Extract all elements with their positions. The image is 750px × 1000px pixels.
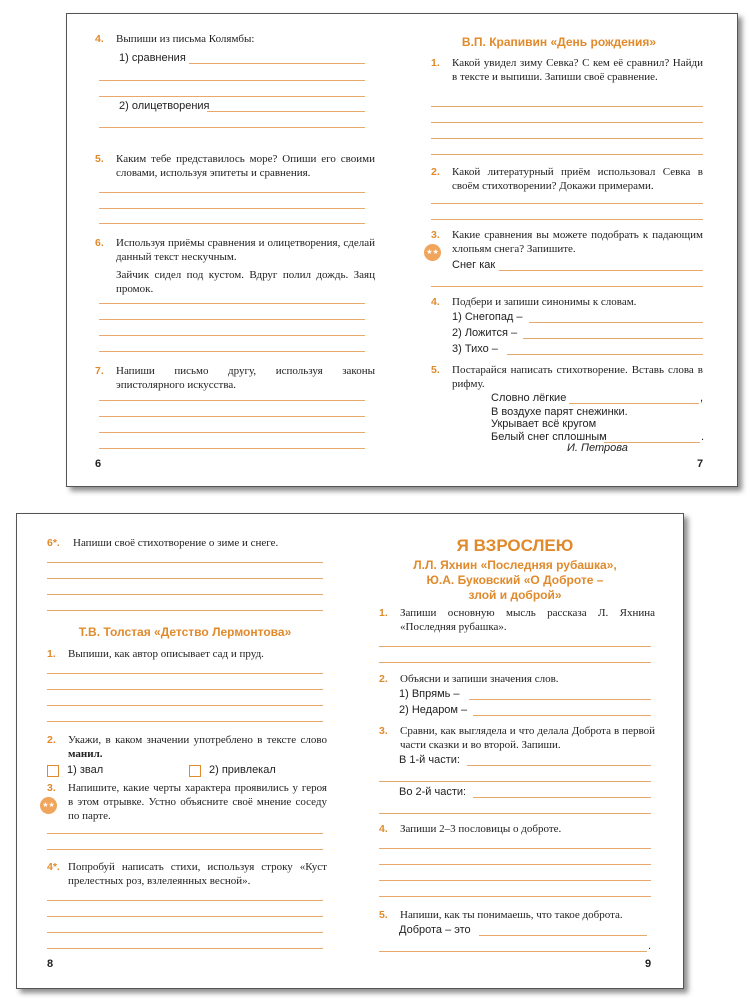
answer-line[interactable]	[431, 154, 703, 155]
task-text: Попробуй написать стихи, используя строку «Куст прелестных роз, взлелеянных весной».	[68, 861, 327, 887]
answer-prompt: Доброта – это	[399, 924, 471, 936]
answer-line[interactable]	[47, 705, 323, 706]
answer-line[interactable]	[431, 106, 703, 107]
task-6-7	[95, 364, 375, 392]
answer-line[interactable]	[99, 80, 365, 81]
answer-line[interactable]	[99, 192, 365, 193]
answer-line[interactable]	[99, 96, 365, 97]
task-7-4	[431, 295, 703, 309]
task-8-3	[47, 781, 327, 823]
word-label: 2) Ложится –	[452, 327, 518, 339]
answer-line[interactable]	[47, 900, 323, 901]
answer-line[interactable]	[379, 951, 647, 952]
task-8-2	[47, 733, 327, 761]
task-number: 6*.	[47, 537, 60, 549]
task-text: Запиши 2–3 пословицы о доброте.	[400, 823, 562, 835]
page-spread-8-9	[16, 513, 684, 989]
answer-line[interactable]	[431, 219, 703, 220]
task-number: 7.	[95, 365, 104, 377]
word-label: 1) Впрямь –	[399, 688, 460, 700]
answer-line[interactable]	[47, 932, 323, 933]
task-text: Какой литературный приём использовал Севка в своём стихотворении? Докажи примерами.	[452, 166, 703, 192]
task-number: 1.	[431, 57, 440, 69]
task-8-6	[47, 536, 327, 550]
page-number: 7	[697, 458, 704, 470]
answer-line[interactable]	[99, 448, 365, 449]
part-label: В 1-й части:	[399, 754, 460, 766]
word-label: 1) Снегопад –	[452, 311, 523, 323]
checkbox-2[interactable]	[189, 765, 201, 777]
checkbox-label: 1) звал	[67, 764, 104, 776]
task-number: 3.	[379, 725, 388, 737]
answer-line[interactable]	[379, 781, 651, 782]
task-number: 2.	[379, 673, 388, 685]
answer-line[interactable]	[47, 721, 323, 722]
answer-line[interactable]	[99, 351, 365, 352]
answer-line[interactable]	[473, 715, 651, 716]
page-number: 6	[95, 458, 102, 470]
task-8-1	[47, 647, 327, 661]
poem-line: Словно лёгкие	[491, 392, 567, 404]
task-number: 4.	[431, 296, 440, 308]
section-title: злой и доброй»	[468, 588, 562, 602]
task-9-5	[379, 908, 655, 922]
difficulty-star-icon: ★★	[40, 797, 57, 814]
answer-line[interactable]	[47, 916, 323, 917]
answer-line[interactable]	[379, 662, 651, 663]
answer-line[interactable]	[479, 935, 647, 936]
answer-line[interactable]	[47, 833, 323, 834]
section-title: Ю.А. Буковский «О Доброте –	[426, 573, 604, 587]
task-6-5	[95, 152, 375, 180]
task-number: 1.	[47, 648, 56, 660]
task-number: 3.	[47, 782, 56, 794]
word-label: 3) Тихо –	[452, 343, 498, 355]
answer-line[interactable]	[379, 646, 651, 647]
page-spread-6-7	[66, 13, 738, 487]
poem-punct: .	[701, 431, 705, 443]
answer-line[interactable]	[99, 432, 365, 433]
option-label: 1) сравнения	[119, 52, 186, 64]
task-text: Используя приёмы сравнения и олицетворения, сделай данный текст нескучным.	[116, 237, 375, 263]
section-title: Т.В. Толстая «Детство Лермонтова»	[78, 625, 292, 639]
poem-line: Укрывает всё кругом	[491, 418, 597, 430]
answer-line[interactable]	[99, 319, 365, 320]
checkbox-1[interactable]	[47, 765, 59, 777]
answer-line[interactable]	[379, 880, 651, 881]
answer-line[interactable]	[569, 403, 699, 404]
task-text: Каким тебе представилось море? Опиши его своими словами, используя эпитеты и сравнения.	[116, 153, 375, 179]
word-label: 2) Недаром –	[399, 704, 468, 716]
task-7-1	[431, 56, 703, 84]
task-keyword: манил.	[68, 748, 103, 760]
answer-line[interactable]	[99, 400, 365, 401]
task-6-6	[95, 236, 375, 296]
answer-line[interactable]	[99, 208, 365, 209]
task-number: 2.	[431, 166, 440, 178]
page-number: 8	[47, 958, 54, 970]
answer-prompt: Снег как	[452, 259, 496, 271]
answer-line[interactable]	[47, 689, 323, 690]
task-text: Напишите, какие черты характера проявились у героя в этом отрывке. Устно объясните своё мнение соседу по парте.	[68, 782, 327, 822]
answer-line[interactable]	[99, 335, 365, 336]
task-text: Объясни и запиши значения слов.	[400, 673, 559, 685]
task-7-5	[431, 363, 703, 391]
answer-line[interactable]	[523, 338, 703, 339]
task-7-3	[431, 228, 703, 256]
answer-line[interactable]	[431, 203, 703, 204]
task-9-2	[379, 672, 655, 686]
task-text: Сравни, как выглядела и что делала Доброта в первой части сказки и во второй. Запиши.	[400, 725, 655, 751]
answer-line[interactable]	[499, 270, 703, 271]
page-number: 9	[645, 958, 652, 970]
answer-line[interactable]	[47, 594, 323, 595]
answer-line[interactable]	[467, 765, 651, 766]
answer-line[interactable]	[99, 303, 365, 304]
answer-line[interactable]	[473, 797, 651, 798]
answer-line[interactable]	[379, 813, 651, 814]
answer-line[interactable]	[47, 562, 323, 563]
task-number: 5.	[379, 909, 388, 921]
task-9-1	[379, 606, 655, 634]
task-6-4	[95, 32, 375, 46]
option-label: 2) олицетворения	[119, 100, 210, 112]
answer-line[interactable]	[379, 896, 651, 897]
task-number: 5.	[431, 364, 440, 376]
part-label: Во 2-й части:	[399, 786, 467, 798]
answer-line[interactable]	[47, 610, 323, 611]
answer-line[interactable]	[99, 416, 365, 417]
answer-line[interactable]	[469, 699, 651, 700]
answer-line[interactable]	[47, 948, 323, 949]
task-number: 3.	[431, 229, 440, 241]
sample-text: Зайчик сидел под кустом. Вдруг полил дождь. Заяц промок.	[116, 269, 375, 295]
task-text: Выпиши из письма Колямбы:	[116, 33, 255, 45]
poem-punct: ,	[700, 392, 704, 404]
task-8-4	[47, 860, 327, 888]
punct: .	[648, 940, 652, 952]
task-number: 4.	[379, 823, 388, 835]
task-text: Какие сравнения вы можете подобрать к падающим хлопьям снега? Запишите.	[452, 229, 703, 255]
answer-line[interactable]	[379, 848, 651, 849]
task-7-2	[431, 165, 703, 193]
task-text: Напиши письмо другу, используя законы эпистолярного искусства.	[116, 365, 375, 391]
poem-author: И. Петрова	[567, 442, 628, 454]
task-number: 5.	[95, 153, 104, 165]
task-9-3	[379, 724, 655, 752]
section-title: Л.Л. Яхнин «Последняя рубашка»,	[413, 558, 617, 572]
task-number: 6.	[95, 237, 104, 249]
checkbox-label: 2) привлекал	[209, 764, 276, 776]
answer-line[interactable]	[431, 286, 703, 287]
answer-line[interactable]	[47, 849, 323, 850]
answer-line[interactable]	[431, 122, 703, 123]
section-title: В.П. Крапивин «День рождения»	[461, 35, 657, 49]
answer-line[interactable]	[99, 223, 365, 224]
task-text: Выпиши, как автор описывает сад и пруд.	[68, 648, 264, 660]
answer-line[interactable]	[379, 864, 651, 865]
task-text: Запиши основную мысль рассказа Л. Яхнина «Последняя рубашка».	[400, 607, 655, 633]
task-text: Подбери и запиши синонимы к словам.	[452, 296, 637, 308]
answer-line[interactable]	[189, 63, 365, 64]
task-number: 1.	[379, 607, 388, 619]
task-number: 2.	[47, 734, 56, 746]
poem-line: Белый снег сплошным	[491, 431, 607, 443]
task-text: Укажи, в каком значении употреблено в тексте слово	[68, 734, 327, 746]
task-text: Постарайся написать стихотворение. Вставь слова в рифму.	[452, 364, 703, 390]
answer-line[interactable]	[47, 673, 323, 674]
task-number: 4*.	[47, 861, 60, 873]
difficulty-star-icon: ★★	[424, 244, 441, 261]
answer-line[interactable]	[99, 127, 365, 128]
task-text: Напиши, как ты понимаешь, что такое доброта.	[400, 909, 623, 921]
task-number: 4.	[95, 33, 104, 45]
answer-line[interactable]	[529, 322, 703, 323]
answer-line[interactable]	[431, 138, 703, 139]
task-9-4	[379, 822, 655, 836]
poem-line: В воздухе парят снежинки.	[491, 406, 628, 418]
answer-line[interactable]	[47, 578, 323, 579]
task-text: Какой увидел зиму Севка? С кем её сравнил? Найди в тексте и выпиши. Запиши своё сравнение.	[452, 57, 703, 83]
chapter-title: Я ВЗРОСЛЕЮ	[456, 536, 574, 555]
answer-line[interactable]	[207, 111, 365, 112]
answer-line[interactable]	[507, 354, 703, 355]
task-text: Напиши своё стихотворение о зиме и снеге.	[73, 537, 279, 549]
